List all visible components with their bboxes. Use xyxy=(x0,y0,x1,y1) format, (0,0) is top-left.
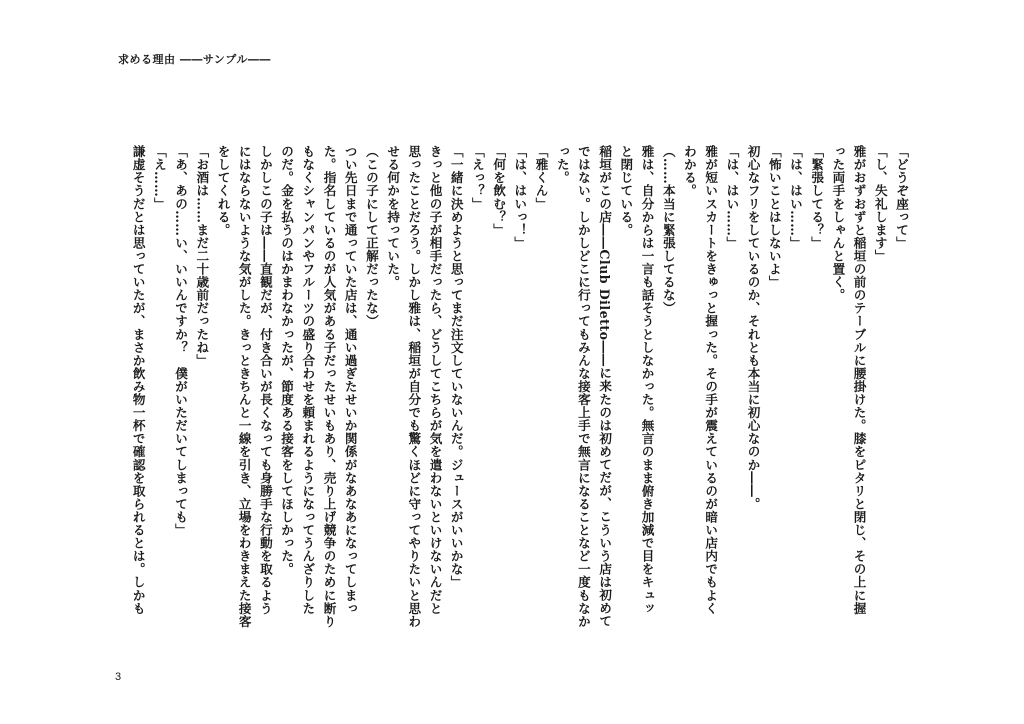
text-line: 「あ、あの……い、いいんですか？ 僕がいただいてしまっても」 xyxy=(173,145,189,537)
text-line: 「えっ？」 xyxy=(469,145,485,211)
text-line: った両手をしゃんと置く。 xyxy=(830,145,846,302)
text-line: のだ。金を払うのはかまわなかったが、節度ある接客をしてほしかった。 xyxy=(279,145,295,576)
text-line: 思ったことだろう。しかし雅は、稲垣が自分でも驚くほどに守ってやりたいと思わ xyxy=(406,145,422,628)
text-line: 「怖いことはしないよ」 xyxy=(766,145,782,289)
text-line: つい先日まで通っていた店は、通い過ぎたせいか関係がなあなあになってしまっ xyxy=(342,145,358,615)
text-line: もなくシャンパンやフルーツの盛り合わせを頼まれるようになってうんざりした xyxy=(300,145,316,615)
text-line: 「一緒に決めようと思ってまだ注文していないんだ。ジュースがいいかな」 xyxy=(448,145,464,589)
text-line: しかしこの子は――直観だが、付き合いが長くなっても身勝手な行動を取るよう xyxy=(257,145,273,615)
text-line: 「は、はい……」 xyxy=(724,145,740,250)
text-line: 「は、はい……」 xyxy=(787,145,803,250)
text-line: ではない。しかしどこに行ってもみんな接客上手で無言になることなど一度もなか xyxy=(575,145,591,628)
text-line: 稲垣がこの店――Club Diletto――に来たのは初めてだが、こういう店は初めて xyxy=(597,145,613,628)
text-line: た。指名しているのが人気がある子だったせいもあり、売り上げ競争のために断り xyxy=(321,145,337,628)
text-line: 「し、失礼します」 xyxy=(872,145,888,263)
page-number: 3 xyxy=(115,671,122,683)
text-line: 「緊張してる？」 xyxy=(809,145,825,250)
text-line: せる何かを持っていた。 xyxy=(385,145,401,289)
text-line: 「は、はいっ！」 xyxy=(512,145,528,250)
text-line: きっと他の子が相手だったら、どうしてこちらが気を遣わないといけないんだと xyxy=(427,145,443,615)
text-line: にはならないような気がした。きっときちんと一線を引き、立場をわきまえた接客 xyxy=(236,145,252,628)
text-line: 雅が短いスカートをきゅっと握った。その手が震えているのが暗い店内でもよく xyxy=(703,145,719,615)
novel-body-text xyxy=(117,145,912,629)
text-line: 「何を飲む？」 xyxy=(491,145,507,237)
text-line: 雅がおずおずと稲垣の前のテーブルに腰掛けた。膝をピタリと閉じ、その上に握 xyxy=(851,145,867,615)
text-line: わかる。 xyxy=(681,145,697,198)
text-line: 初心なフリをしているのか、それとも本当に初心なのか――。 xyxy=(745,145,761,511)
text-line: 「え……」 xyxy=(151,145,167,211)
text-line: （……本当に緊張してるな） xyxy=(660,145,676,315)
text-line: 「どうぞ座って」 xyxy=(894,145,909,250)
text-line: と閉じている。 xyxy=(618,145,634,237)
text-line: をしてくれる。 xyxy=(215,145,231,237)
text-line: った。 xyxy=(554,145,570,185)
text-line: 謙虚そうだとは思っていたが、まさか飲み物一杯で確認を取られるとは。しかも xyxy=(130,145,146,615)
page-header: 求める理由 ――サンプル―― xyxy=(118,53,271,66)
text-line: 「お酒は……まだ二十歳前だったね」 xyxy=(194,145,210,367)
text-line: 「雅くん」 xyxy=(533,145,549,211)
text-line: 雅は、自分からは一言も話そうとしなかった。無言のまま俯き加減で目をキュッ xyxy=(639,145,655,615)
text-line: （この子にして正解だったな） xyxy=(363,145,379,328)
